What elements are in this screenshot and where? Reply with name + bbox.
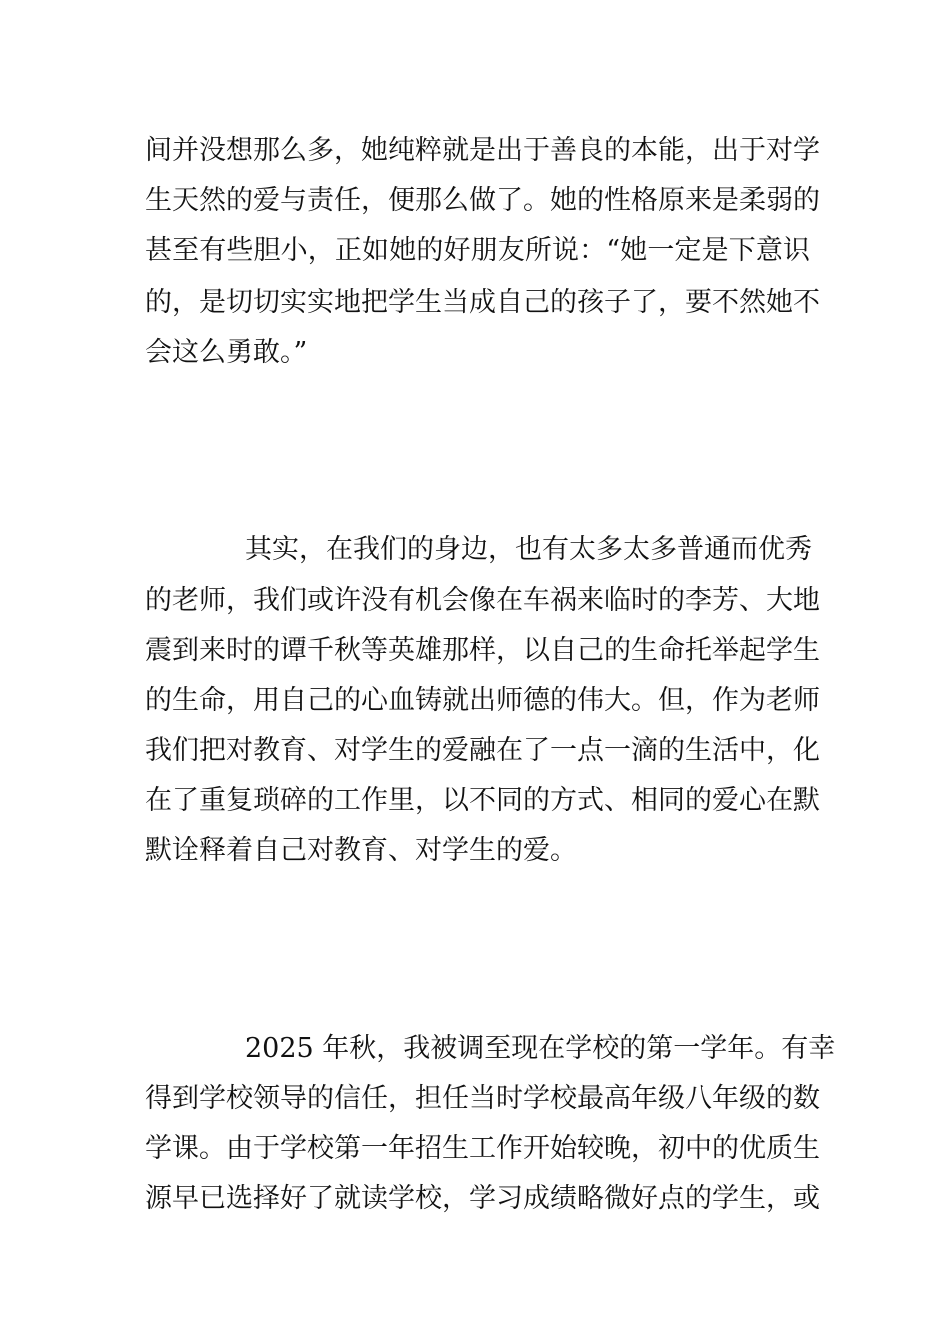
paragraph-1-line-5: 会这么勇敢。” bbox=[145, 337, 308, 368]
paragraph-2-line-4: 的生命，用自己的心血铸就出师德的伟大。但，作为老师 bbox=[145, 685, 820, 716]
paragraph-2-line-6: 在了重复琐碎的工作里，以不同的方式、相同的爱心在默 bbox=[145, 785, 820, 816]
paragraph-3-line-3: 学课。由于学校第一年招生工作开始较晚，初中的优质生 bbox=[145, 1133, 820, 1164]
paragraph-2-line-3: 震到来时的谭千秋等英雄那样，以自己的生命托举起学生 bbox=[145, 635, 820, 666]
paragraph-1-line-4: 的，是切切实实地把学生当成自己的孩子了，要不然她不 bbox=[145, 287, 820, 318]
paragraph-1-line-3: 甚至有些胆小，正如她的好朋友所说：“她一定是下意识 bbox=[145, 235, 810, 266]
paragraph-2-line-5: 我们把对教育、对学生的爱融在了一点一滴的生活中，化 bbox=[145, 735, 820, 766]
paragraph-3-line-2: 得到学校领导的信任，担任当时学校最高年级八年级的数 bbox=[145, 1083, 820, 1114]
paragraph-3-line-4: 源早已选择好了就读学校，学习成绩略微好点的学生，或 bbox=[145, 1183, 820, 1214]
paragraph-2-line-2: 的老师，我们或许没有机会像在车祸来临时的李芳、大地 bbox=[145, 585, 820, 616]
paragraph-2-line-7: 默诠释着自己对教育、对学生的爱。 bbox=[145, 835, 577, 866]
paragraph-1-line-1: 间并没想那么多，她纯粹就是出于善良的本能，出于对学 bbox=[145, 135, 820, 166]
paragraph-3-line-1: 2025 年秋，我被调至现在学校的第一学年。有幸 bbox=[245, 1033, 836, 1064]
paragraph-1-line-2: 生天然的爱与责任，便那么做了。她的性格原来是柔弱的 bbox=[145, 185, 820, 216]
paragraph-2-line-1: 其实，在我们的身边，也有太多太多普通而优秀 bbox=[245, 534, 812, 565]
